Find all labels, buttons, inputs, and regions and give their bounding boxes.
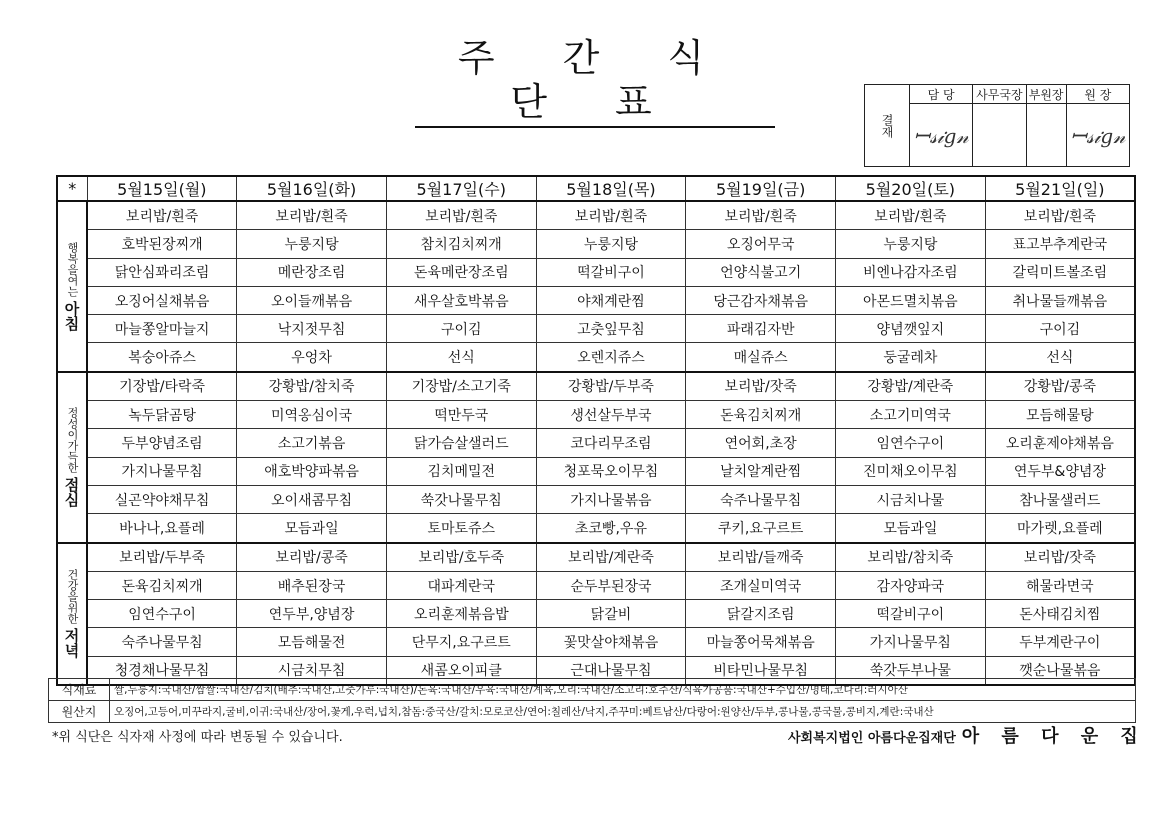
approval-role: 사무국장 <box>973 85 1026 104</box>
menu-item: 생선살두부국 <box>536 401 686 429</box>
menu-item: 감자양파국 <box>836 571 986 599</box>
menu-item: 돈사태김치찜 <box>985 600 1135 628</box>
menu-item: 강황밥/콩죽 <box>985 372 1135 401</box>
menu-item: 구이김 <box>386 315 536 343</box>
menu-item: 닭갈지조림 <box>686 600 836 628</box>
approval-signature: ꟷ𝓈𝒾𝑔𝓃 <box>1066 104 1129 167</box>
menu-item: 비타민나물무침 <box>686 656 836 685</box>
menu-item: 새우살호박볶음 <box>386 286 536 314</box>
menu-item: 누룽지탕 <box>237 230 387 258</box>
header-corner: * <box>57 176 87 201</box>
organization-name <box>788 722 1146 748</box>
organization-prefix: 사회복지법인 아름다운집재단 <box>788 731 956 746</box>
menu-item: 우엉차 <box>237 343 387 372</box>
origin-table <box>48 678 1136 723</box>
meal-label <box>57 543 87 685</box>
meal-name: 아침 <box>62 300 81 331</box>
menu-item: 시금치무침 <box>237 656 387 685</box>
day-header: 5월21일(일) <box>985 176 1135 201</box>
menu-item: 둥굴레차 <box>836 343 986 372</box>
day-header: 5월17일(수) <box>386 176 536 201</box>
menu-item: 보리밥/흰죽 <box>686 201 836 230</box>
menu-item: 배추된장국 <box>237 571 387 599</box>
menu-item: 고춧잎무침 <box>536 315 686 343</box>
menu-item: 청경채나물무침 <box>87 656 237 685</box>
menu-item: 오렌지쥬스 <box>536 343 686 372</box>
menu-item: 깻순나물볶음 <box>985 656 1135 685</box>
day-header: 5월15일(월) <box>87 176 237 201</box>
menu-item: 보리밥/잣죽 <box>985 543 1135 572</box>
menu-row <box>57 401 1135 429</box>
menu-item: 기장밥/타락죽 <box>87 372 237 401</box>
menu-item: 기장밥/소고기죽 <box>386 372 536 401</box>
menu-item: 보리밥/참치죽 <box>836 543 986 572</box>
menu-item: 가지나물무침 <box>836 628 986 656</box>
menu-row <box>57 514 1135 543</box>
menu-item: 오이새콤무침 <box>237 485 387 513</box>
meal-name: 점심 <box>62 477 81 508</box>
menu-item: 떡만두국 <box>386 401 536 429</box>
menu-item: 숙주나물무침 <box>686 485 836 513</box>
menu-item: 모듬해물전 <box>237 628 387 656</box>
menu-item: 떡갈비구이 <box>536 258 686 286</box>
menu-item: 보리밥/콩죽 <box>237 543 387 572</box>
menu-item: 돈육김치찌개 <box>87 571 237 599</box>
menu-item: 강황밥/계란죽 <box>836 372 986 401</box>
menu-item: 보리밥/흰죽 <box>237 201 387 230</box>
menu-item: 닭안심꽈리조림 <box>87 258 237 286</box>
menu-item: 보리밥/흰죽 <box>386 201 536 230</box>
menu-item: 돈육김치찌개 <box>686 401 836 429</box>
menu-item: 보리밥/잣죽 <box>686 372 836 401</box>
menu-item: 보리밥/호두죽 <box>386 543 536 572</box>
menu-item: 메란장조림 <box>237 258 387 286</box>
menu-item: 마늘쫑알마늘지 <box>87 315 237 343</box>
menu-item: 새콤오이피클 <box>386 656 536 685</box>
menu-item: 오징어실채볶음 <box>87 286 237 314</box>
meal-label <box>57 372 87 543</box>
menu-item: 오이들깨볶음 <box>237 286 387 314</box>
menu-item: 오리훈제볶음밥 <box>386 600 536 628</box>
origin-label: 식재료 <box>49 679 110 701</box>
menu-item: 보리밥/들깨죽 <box>686 543 836 572</box>
meal-label <box>57 201 87 372</box>
approval-role: 원 장 <box>1066 85 1129 104</box>
menu-row <box>57 315 1135 343</box>
menu-row <box>57 485 1135 513</box>
page-title: 주 간 식 단 표 <box>415 36 775 128</box>
menu-row <box>57 343 1135 372</box>
menu-item: 양념깻잎지 <box>836 315 986 343</box>
approval-box <box>864 84 1130 167</box>
menu-item: 두부양념조림 <box>87 429 237 457</box>
day-header-row <box>57 176 1135 201</box>
menu-row <box>57 372 1135 401</box>
menu-item: 코다리무조림 <box>536 429 686 457</box>
menu-row <box>57 230 1135 258</box>
menu-item: 시금치나물 <box>836 485 986 513</box>
menu-item: 참나물샐러드 <box>985 485 1135 513</box>
meal-subtitle: 행복을여는 <box>66 241 79 297</box>
menu-item: 임연수구이 <box>836 429 986 457</box>
approval-role: 담 당 <box>910 85 973 104</box>
menu-item: 임연수구이 <box>87 600 237 628</box>
menu-item: 연두부,양념장 <box>237 600 387 628</box>
menu-item: 쑥갓두부나물 <box>836 656 986 685</box>
approval-signature <box>1026 104 1066 167</box>
menu-item: 모듬과일 <box>237 514 387 543</box>
menu-item: 대파계란국 <box>386 571 536 599</box>
menu-item: 취나물들깨볶음 <box>985 286 1135 314</box>
menu-row <box>57 258 1135 286</box>
approval-signature <box>973 104 1026 167</box>
approval-role: 부원장 <box>1026 85 1066 104</box>
menu-row <box>57 429 1135 457</box>
menu-item: 가지나물볶음 <box>536 485 686 513</box>
menu-item: 해물라면국 <box>985 571 1135 599</box>
menu-item: 모듬과일 <box>836 514 986 543</box>
menu-item: 애호박양파볶음 <box>237 457 387 485</box>
approval-signature: ꟷ𝓈𝒾𝑔𝓃 <box>910 104 973 167</box>
menu-item: 파래김자반 <box>686 315 836 343</box>
menu-item: 쿠키,요구르트 <box>686 514 836 543</box>
menu-item: 모듬해물탕 <box>985 401 1135 429</box>
menu-item: 강황밥/참치죽 <box>237 372 387 401</box>
menu-item: 강황밥/두부죽 <box>536 372 686 401</box>
menu-item: 토마토쥬스 <box>386 514 536 543</box>
day-header: 5월20일(토) <box>836 176 986 201</box>
menu-item: 떡갈비구이 <box>836 600 986 628</box>
menu-item: 누룽지탕 <box>536 230 686 258</box>
menu-item: 보리밥/흰죽 <box>536 201 686 230</box>
menu-item: 녹두닭곰탕 <box>87 401 237 429</box>
menu-item: 보리밥/두부죽 <box>87 543 237 572</box>
menu-item: 두부계란구이 <box>985 628 1135 656</box>
menu-item: 진미채오이무침 <box>836 457 986 485</box>
origin-label: 원산지 <box>49 701 110 723</box>
menu-item: 숙주나물무침 <box>87 628 237 656</box>
menu-item: 바나나,요플레 <box>87 514 237 543</box>
menu-item: 매실쥬스 <box>686 343 836 372</box>
menu-row <box>57 600 1135 628</box>
menu-item: 청포묵오이무침 <box>536 457 686 485</box>
menu-item: 미역옹심이국 <box>237 401 387 429</box>
menu-item: 야채계란찜 <box>536 286 686 314</box>
menu-item: 오징어무국 <box>686 230 836 258</box>
menu-row <box>57 457 1135 485</box>
menu-item: 보리밥/계란죽 <box>536 543 686 572</box>
menu-item: 단무지,요구르트 <box>386 628 536 656</box>
menu-item: 표고부추계란국 <box>985 230 1135 258</box>
menu-item: 소고기미역국 <box>836 401 986 429</box>
menu-item: 닭갈비 <box>536 600 686 628</box>
menu-item: 마늘쫑어묵채볶음 <box>686 628 836 656</box>
menu-item: 쑥갓나물무침 <box>386 485 536 513</box>
meal-subtitle: 건강을위한 <box>66 569 79 625</box>
approval-label: 결재 <box>865 85 910 167</box>
meal-subtitle: 정성이가득한 <box>66 407 79 474</box>
day-header: 5월16일(화) <box>237 176 387 201</box>
origin-line: 오징어,고등어,미꾸라지,굴비,이귀:국내산/장어,꽃게,우럭,넙치,참돔:중국산/갈치:모로코산/연어:칠레산/낙지,주꾸미:베트남산/다랑어:원양산/두부,콩나물,콩국물,콩비지,계란:국내산 <box>110 701 1136 723</box>
menu-item: 연두부&양념장 <box>985 457 1135 485</box>
origin-line: 쌀,누룽지:국내산/쌈쌀:국내산/김치(배추:국내산,고춧가루:국내산)/돈육:국내산/우육:국내산/계육,오리:국내산/소고리:호주산/식육가공품:국내산+수입산/명태,코다리:러시아산 <box>110 679 1136 701</box>
menu-item: 초코빵,우유 <box>536 514 686 543</box>
menu-item: 선식 <box>985 343 1135 372</box>
menu-item: 가지나물무침 <box>87 457 237 485</box>
menu-item: 돈육메란장조림 <box>386 258 536 286</box>
menu-item: 오리훈제야채볶음 <box>985 429 1135 457</box>
menu-item: 언양식불고기 <box>686 258 836 286</box>
menu-table <box>56 175 1136 686</box>
menu-item: 꽃맛살야채볶음 <box>536 628 686 656</box>
menu-row <box>57 543 1135 572</box>
menu-item: 마가렛,요플레 <box>985 514 1135 543</box>
menu-item: 보리밥/흰죽 <box>87 201 237 230</box>
menu-item: 근대나물무침 <box>536 656 686 685</box>
menu-row <box>57 571 1135 599</box>
menu-item: 낙지젓무침 <box>237 315 387 343</box>
menu-item: 구이김 <box>985 315 1135 343</box>
day-header: 5월19일(금) <box>686 176 836 201</box>
menu-item: 닭가슴살샐러드 <box>386 429 536 457</box>
menu-item: 비엔나감자조림 <box>836 258 986 286</box>
organization-title: 아 름 다 운 집 <box>961 726 1146 747</box>
day-header: 5월18일(목) <box>536 176 686 201</box>
menu-item: 연어회,초장 <box>686 429 836 457</box>
menu-item: 아몬드멸치볶음 <box>836 286 986 314</box>
menu-item: 날치알계란찜 <box>686 457 836 485</box>
menu-item: 당근감자채볶음 <box>686 286 836 314</box>
menu-row <box>57 201 1135 230</box>
menu-item: 누룽지탕 <box>836 230 986 258</box>
menu-item: 참치김치찌개 <box>386 230 536 258</box>
menu-item: 복숭아쥬스 <box>87 343 237 372</box>
menu-item: 호박된장찌개 <box>87 230 237 258</box>
menu-row <box>57 628 1135 656</box>
menu-item: 선식 <box>386 343 536 372</box>
menu-item: 보리밥/흰죽 <box>985 201 1135 230</box>
meal-name: 저녁 <box>62 628 81 659</box>
menu-item: 실곤약야채무침 <box>87 485 237 513</box>
menu-item: 김치메밀전 <box>386 457 536 485</box>
menu-item: 소고기볶음 <box>237 429 387 457</box>
menu-item: 보리밥/흰죽 <box>836 201 986 230</box>
notice-text: *위 식단은 식자재 사정에 따라 변동될 수 있습니다. <box>52 730 343 745</box>
menu-item: 순두부된장국 <box>536 571 686 599</box>
menu-item: 갈릭미트볼조림 <box>985 258 1135 286</box>
menu-row <box>57 286 1135 314</box>
menu-item: 조개실미역국 <box>686 571 836 599</box>
